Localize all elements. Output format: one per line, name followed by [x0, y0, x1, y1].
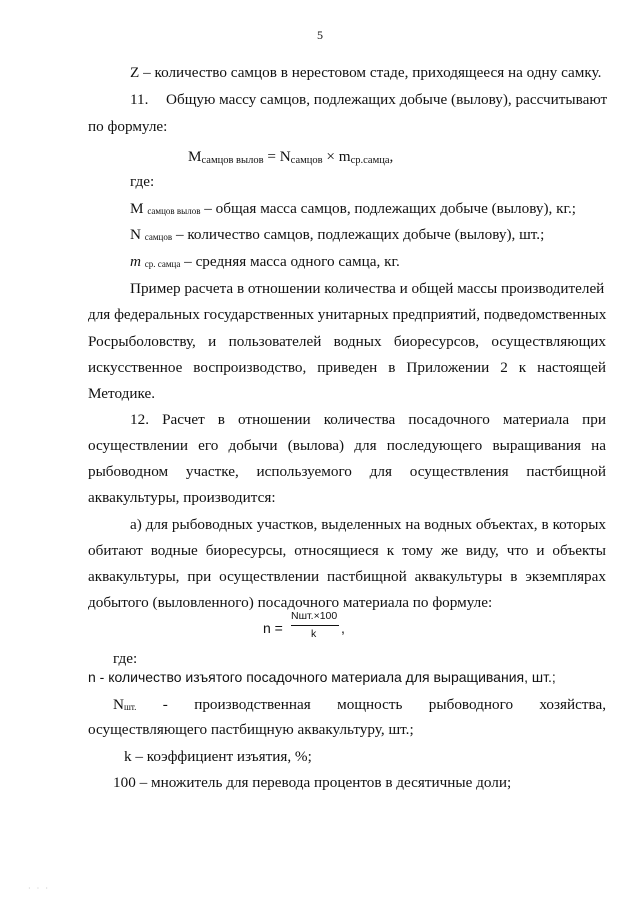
- definition-coefficient: k – коэффициент изъятия, %;: [124, 748, 312, 765]
- definition-capacity-line-1: Nшт. - производственная мощность рыбоводного хозяйства,: [113, 696, 607, 713]
- where-label-1: где:: [130, 173, 155, 190]
- definition-total-mass: М самцов вылов – общая масса самцов, подлежащих добыче (вылову), кг.;: [130, 200, 577, 217]
- item-11-text: Общую массу самцов, подлежащих добыче (вылову), рассчитывают: [166, 91, 608, 108]
- where-label-2: где:: [113, 650, 138, 667]
- formula-male-mass: Мсамцов вылов = Nсамцов × mср.самца,: [188, 148, 394, 166]
- example-paragraph-line-4: искусственное воспроизводство, приведен в Приложении 2 к настоящей: [88, 359, 606, 376]
- subitem-a-line-4: добытого (выловленного) посадочного материала по формуле:: [88, 594, 493, 611]
- item-11-text-cont: по формуле:: [88, 118, 168, 135]
- z-definition: Z – количество самцов в нерестовом стаде, приходящееся на одну самку.: [130, 64, 602, 81]
- document-page: 5 Z – количество самцов в нерестовом стаде, приходящееся на одну самку. 11. Общую массу самцов, подлежащих добыче (вылову), рассчитывают по формуле: Мсамцов вылов = Nсамцов × mср.самца, где: М самцов вылов – общая масса самцов, подлежащих добыче (вылову), кг.; N самцов – количество самцов, подлежащих добыче (вылову), шт.; m ср. самца – средняя масса одного самца, кг. Пример расчета в отношении количества и общей массы производителей для федеральных государственных унитарных предприятий, подведомственных Росрыболовству, и пользователей водных биоресурсов, осуществляющих искусственное воспроизводство, приведен в Приложении 2 к настоящей Методике. 12. Расчет в отношении количества посадочного материала при осуществлении его добычи (вылова) для последующего выращивания на рыбоводном участке, используемого для осуществления пастбищной аквакультуры, производится: а) для рыбоводных участков, выделенных на водных объектах, в которых обитают водные биоресурсы, относящиеся к тому же виду, что и объекты аквакультуры, при осуществлении пастбищной аквакультуры в экземплярах добытого (выловленного) посадочного материала по формуле: n = Nшт.×100 k , где: n - количество изъятого посадочного материала для выращивания, шт.; Nшт. - производственная мощность рыбоводного хозяйства, осуществляющего пастбищную аквакультуру, шт.; k – коэффициент изъятия, %; 100 – множитель для перевода процентов в десятичные доли; · · ·: [0, 0, 640, 905]
- item-12-line-4: аквакультуры, производится:: [88, 489, 276, 506]
- page-number: 5: [317, 28, 323, 42]
- example-paragraph-line-1: Пример расчета в отношении количества и общей массы производителей: [130, 280, 605, 297]
- item-12-line-1: 12. Расчет в отношении количества посадочного материала при: [130, 411, 606, 428]
- definition-avg-mass: m ср. самца – средняя масса одного самца, кг.: [130, 253, 400, 270]
- subitem-a-line-3: аквакультуры, при осуществлении пастбищной аквакультуры в экземплярах: [88, 568, 606, 585]
- example-paragraph-line-3: Росрыболовству, и пользователей водных биоресурсов, осуществляющих: [88, 333, 606, 350]
- item-12-line-2: осуществлении его добычи (вылова) для последующего выращивания на: [88, 437, 606, 454]
- definition-multiplier: 100 – множитель для перевода процентов в десятичные доли;: [113, 774, 512, 791]
- subitem-a-line-2: обитают водные биоресурсы, относящиеся к тому же виду, что и объекты: [88, 542, 606, 559]
- definition-capacity-line-2: осуществляющего пастбищную аквакультуру, шт.;: [88, 721, 414, 738]
- example-paragraph-line-2: для федеральных государственных унитарных предприятий, подведомственных: [88, 306, 607, 323]
- scan-artifact: · · ·: [28, 884, 50, 893]
- item-11-number: 11.: [130, 91, 149, 108]
- definition-male-count: N самцов – количество самцов, подлежащих добыче (вылову), шт.;: [130, 226, 545, 243]
- subitem-a-line-1: а) для рыбоводных участков, выделенных на водных объектах, в которых: [130, 516, 606, 533]
- example-paragraph-line-5: Методике.: [88, 385, 156, 402]
- item-12-line-3: рыбоводном участке, используемого для осуществления пастбищной: [88, 463, 606, 480]
- definition-seed-count: n - количество изъятого посадочного материала для выращивания, шт.;: [88, 669, 556, 685]
